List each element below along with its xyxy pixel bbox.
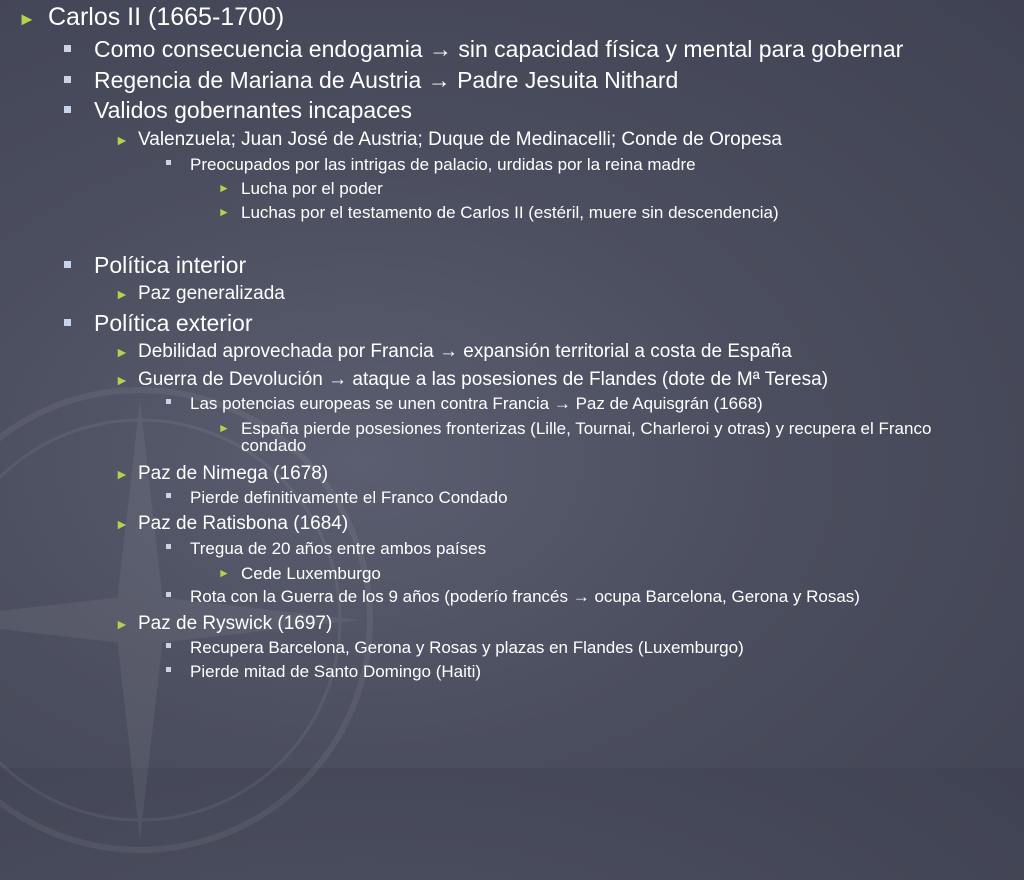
triangle-bullet-icon: ►	[115, 344, 129, 360]
outline-item: Paz de Ryswick (1697)	[138, 613, 333, 634]
outline-item: Paz de Ratisbona (1684)	[138, 513, 349, 534]
triangle-bullet-icon: ►	[218, 421, 230, 435]
outline-item: Las potencias europeas se unen contra Francia → Paz de Aquisgrán (1668)	[190, 394, 763, 413]
outline-item: Lucha por el poder	[241, 179, 383, 198]
square-bullet-icon	[64, 319, 71, 326]
triangle-bullet-icon: ►	[18, 9, 36, 29]
outline-item: Rota con la Guerra de los 9 años (poderío francés → ocupa Barcelona, Gerona y Rosas)	[190, 587, 860, 606]
outline-item: Cede Luxemburgo	[241, 564, 381, 583]
outline-item: Regencia de Mariana de Austria → Padre Jesuita Nithard	[94, 67, 679, 93]
square-bullet-icon	[166, 643, 171, 648]
outline-item: España pierde posesiones fronterizas (Lille, Tournai, Charleroi y otras) y recupera el Franco condado	[241, 419, 932, 455]
outline-item: Valenzuela; Juan José de Austria; Duque de Medinacelli; Conde de Oropesa	[138, 129, 782, 150]
triangle-bullet-icon: ►	[218, 566, 230, 580]
square-bullet-icon	[64, 45, 71, 52]
outline-item: Pierde mitad de Santo Domingo (Haiti)	[190, 662, 482, 681]
triangle-bullet-icon: ►	[115, 466, 129, 482]
triangle-bullet-icon: ►	[115, 516, 129, 532]
triangle-bullet-icon: ►	[115, 372, 129, 388]
square-bullet-icon	[64, 76, 71, 83]
square-bullet-icon	[166, 493, 171, 498]
outline-heading: Carlos II (1665-1700)	[48, 3, 285, 31]
outline-item: Validos gobernantes incapaces	[94, 97, 412, 123]
square-bullet-icon	[166, 667, 171, 672]
outline-item: Política exterior	[94, 310, 253, 336]
square-bullet-icon	[166, 160, 171, 165]
outline-item: Paz de Nimega (1678)	[138, 463, 329, 484]
square-bullet-icon	[166, 544, 171, 549]
outline-item: Recupera Barcelona, Gerona y Rosas y plazas en Flandes (Luxemburgo)	[190, 638, 744, 657]
outline-item: Debilidad aprovechada por Francia → expansión territorial a costa de España	[138, 341, 792, 362]
triangle-bullet-icon: ►	[115, 616, 129, 632]
outline-item: Preocupados por las intrigas de palacio, urdidas por la reina madre	[190, 155, 696, 174]
outline-item: Política interior	[94, 252, 247, 278]
square-bullet-icon	[166, 399, 171, 404]
triangle-bullet-icon: ►	[218, 205, 230, 219]
triangle-bullet-icon: ►	[115, 132, 129, 148]
square-bullet-icon	[64, 261, 71, 268]
square-bullet-icon	[166, 592, 171, 597]
outline-item: Pierde definitivamente el Franco Condado	[190, 488, 508, 507]
outline-item: Luchas por el testamento de Carlos II (estéril, muere sin descendencia)	[241, 203, 779, 222]
square-bullet-icon	[64, 106, 71, 113]
outline-item: Tregua de 20 años entre ambos países	[190, 539, 487, 558]
outline-item: Como consecuencia endogamia → sin capacidad física y mental para gobernar	[94, 36, 904, 62]
triangle-bullet-icon: ►	[218, 181, 230, 195]
outline-item: Paz generalizada	[138, 283, 285, 304]
outline-item: Guerra de Devolución → ataque a las posesiones de Flandes (dote de Mª Teresa)	[138, 369, 829, 390]
triangle-bullet-icon: ►	[115, 286, 129, 302]
